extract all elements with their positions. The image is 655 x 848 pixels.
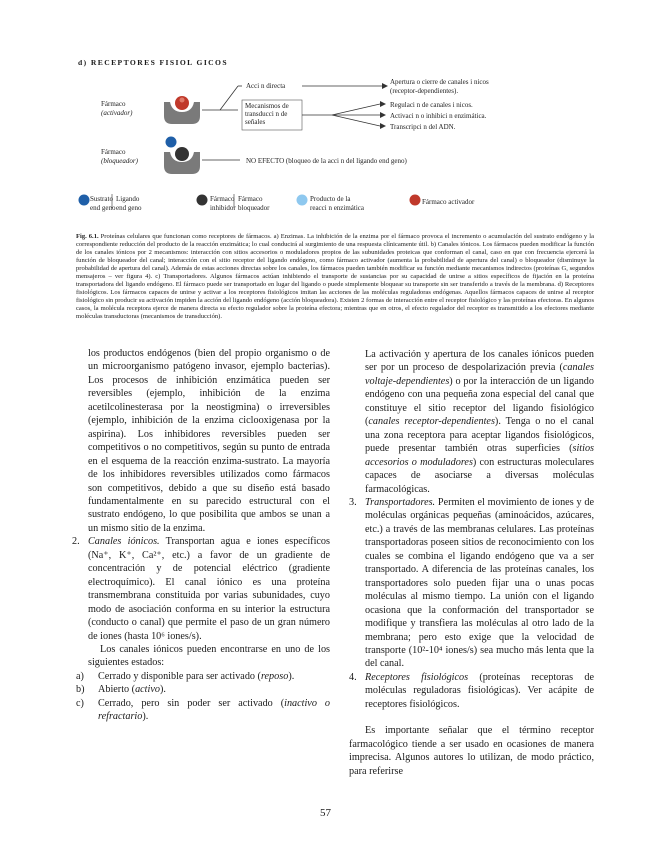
item-text: Permiten el movimiento de iones y de moléculas orgánicas pequeñas (aminoácidos, azúcares, etc.) a través de las membranas celulares. Las proteínas transportadoras poseen sitios de reconocimiento con los cuales se combina el ligando endógeno que va a ser transportado. A diferencia de las proteínas canales, los transportadores solo pueden fijar una o unas pocas moléculas al mismo tiempo. La unión con el ligando ocasiona que la conformación del transportador se modifique y transfiera las moléculas al otro lado de la membrana; pero esto exige que la velocidad de transporte (10²-10⁴ iones/s) sea mucho más lenta que la del canal. (365, 496, 594, 670)
list-item-canales (72, 535, 330, 670)
item-title: Receptores fisiológicos (365, 671, 469, 683)
legend-blocker: Fármaco bloqueador (238, 195, 270, 212)
legend-activator: Fármaco activador (422, 198, 475, 206)
state-em: activo (135, 684, 160, 696)
blocker-label: Fármaco (bloqueador) (101, 148, 138, 165)
caption-label: Fig. 6.1. (76, 233, 99, 240)
item-number: 4. (349, 671, 357, 683)
legend-product: Producto de la reacci n enzimática (310, 195, 365, 212)
state-text: Abierto ( (98, 684, 136, 696)
page-number: 57 (320, 807, 331, 819)
right-column (349, 348, 594, 778)
state-item-c (76, 697, 330, 724)
state-tail: ). (159, 684, 166, 696)
direct-action-label: Acci n directa (246, 82, 286, 90)
state-item-b (76, 683, 330, 696)
legend-inhibitor: Fármaco inhibidor (210, 195, 236, 212)
state-number: a) (76, 670, 84, 682)
effects-mid-label: Regulaci n de canales i nicos. Activaci n o inhibici n enzimática. Transcripci n del ADN. (390, 101, 487, 131)
state-item-a (76, 670, 330, 683)
right-para-1: La activación y apertura de los canales iónicos pueden ser por un proceso de despolarización previa (canales voltaje-dependientes) o por la interacción de un ligando endógeno con una pequeña zona especial del canal que constituye el sitio receptor del ligando fisiológico (canales receptor-dependientes). Tenga o no el canal una zona receptora para aceptar ligandos fisiológicos, puede presentar también otras superficies (sitios accesorios o moduladores) con estructuras moleculares capaces de asociarse a diversas moléculas farmacológicas. (365, 349, 594, 495)
list-item-transportadores (349, 496, 594, 671)
transduction-box-label: Mecanismos de transducci n de señales (245, 102, 289, 127)
agonist-receptor-icon (164, 96, 200, 124)
left-para-1: los productos endógenos (bien del propio organismo o de un microorganismo patógeno invasor, ejemplo bacterias). Los procesos de inhibición enzimática pueden ser reversibles (ejemplo, inhibición de la enzima acetilcolinesterasa por la neostigmina) o irreversibles (ejemplo, inhibición de la enzima ciclooxigenasa por la aspirina). Los inhibidores reversibles pueden ser competitivos o no competitivos, según su punto de entrada en el esquema de la reacción enzima-sustrato. La mayoría de los inhibidores reversibles utilizados como fármacos son competitivos, debido a que su diseño está basado fundamentalmente en su parecido estructural con el sustrato endógeno, lo que posibilita que ambos se unan a un mismo sitio de la enzima. (88, 348, 330, 534)
state-em: reposo (260, 670, 289, 682)
state-text: Cerrado y disponible para ser activado ( (98, 670, 261, 682)
item-title: Transportadores. (365, 496, 436, 508)
list-item-receptores (349, 671, 594, 711)
section-heading: d) RECEPTORES FISIOL GICOS (78, 58, 228, 67)
caption-text: Proteínas celulares que funcionan como receptores de fármacos. a) Enzimas. La inhibición de la enzima por el fármaco provoca el incremento o acumulación del sustrato endógeno y la correspondiente reducción del producto de la reacción enzimática; lo cual conducirá al surgimiento de una respuesta clínicamente útil. b) Canales iónicos. Los fármacos pueden modificar la función de los canales iónicos por 2 mecanismos: interacción con sitios accesorios o moduladores propios de las subunidades proteicas que conforman el canal, caso en que con frecuencia ejercerá la función de bloqueador del canal; interacción con el sitio receptor del ligando endógeno, como fármaco activador (aumenta la probabilidad de apertura del canal) o bloqueador (disminuye la probabilidad de apertura del canal). Además de estas acciones directas sobre los canales, los fármacos pueden también modificar su función mediante mecanismos indirectos (proteínas G, segundos mensajeros – ver figura 4). c) Transportadores. Algunos fármacos actúan inhibiendo el transporte de sustancias por su capacidad de unirse a sitios específicos de fijación en la proteína transportadora del ligando endógeno. El fármaco puede ser transportado en lugar del ligando o puede simplemente bloquear su transporte sin ser transferido a través de la membrana. d) Receptores fisiológicos. Los fármacos capaces de unirse y activar a los receptores fisiológicos imitan las acciones de las moléculas reguladoras endógenas. Aquellos fármacos capaces de unirse al receptor fisiológico sin producir su activación impiden la acción del ligando endógeno (acción bloqueadora). Existen 2 formas de interacción entre el receptor fisiológico y las proteínas efectoras. En algunos casos, la molécula receptora ejerce de manera directa su efecto regulador sobre la proteína efectora; mientras que en otros, el efecto regulador del receptor es transmitido a los efectores mediante moléculas transductoras (mecanismos de transducción). (76, 233, 594, 321)
effects-top-label: Apertura o cierre de canales i nicos (receptor-dependientes). (390, 78, 489, 95)
state-number: b) (76, 684, 85, 696)
state-em: inactivo o refractario (98, 697, 330, 723)
legend-ligand: Ligando end geno (116, 195, 142, 212)
item-title: Canales iónicos. (88, 536, 160, 548)
state-text: Cerrado, pero sin poder ser activado ( (98, 697, 285, 709)
left-column (72, 347, 330, 724)
figure-caption (76, 233, 594, 322)
item-text: Transportan agua e iones específicos (Na⁺, K⁺, Ca²⁺, etc.) a favor de un gradiente de concentración y de potencial eléctrico (gradiente electroquímico). El canal iónico es una proteína transmembrana constituida por varias subunidades, cuyo modo de asociación conforma en su interior la estructura (conducto o canal) que permite el paso de un gran número de iones (hasta 10⁶ iones/s). (88, 536, 330, 642)
state-tail: ). (142, 711, 149, 723)
state-tail: ). (288, 670, 295, 682)
item-text-2: Los canales iónicos pueden encontrarse en uno de los siguientes estados: (88, 643, 330, 669)
no-effect-label: NO EFECTO (bloqueo de la acci n del ligando end geno) (246, 157, 407, 165)
item-number: 2. (72, 536, 80, 548)
state-number: c) (76, 697, 84, 709)
item-text: (proteínas receptoras de moléculas reguladoras fisiológicas). Ver acápite de receptores fisiológicos. (365, 671, 594, 710)
agonist-label: Fármaco (activador) (101, 100, 133, 117)
right-para-last: Es importante señalar que el término receptor farmacológico tiende a ser usado en ocasiones de manera imprecisa. Algunos autores lo utilizan, de modo práctico, para referirse (349, 725, 594, 777)
item-number: 3. (349, 496, 357, 508)
legend-substrate: Sustrato end geno (90, 195, 116, 212)
blocker-receptor-icon (164, 137, 200, 175)
